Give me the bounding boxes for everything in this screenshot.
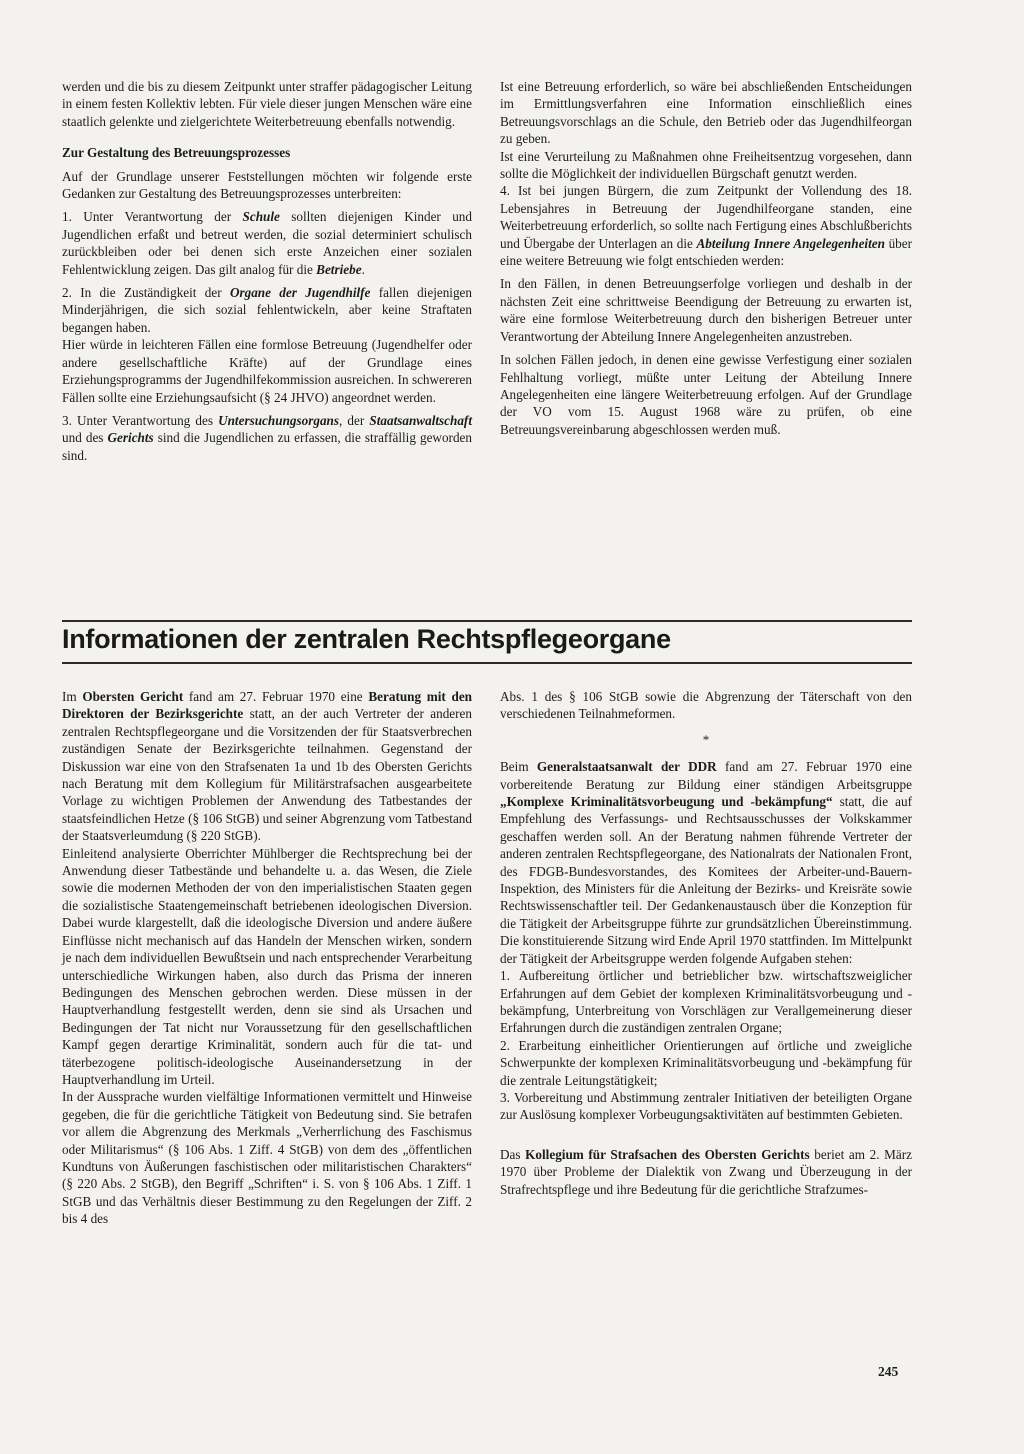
bold-run: Kollegium für Strafsachen des Obersten Gerichts [525,1146,810,1162]
banner-rule-bottom [62,662,912,664]
text-run: Das [500,1146,526,1162]
text-run: 2. In die Zuständigkeit der [62,285,230,301]
emphasis: Betriebe [316,261,362,277]
text-run: Beim [500,759,537,775]
emphasis: Gerichts [107,430,154,446]
paragraph: werden und die bis zu diesem Zeitpunkt unter straffer pädagogischer Leitung in einem festen Kollektiv lebten. Für viele dieser jungen Menschen wäre eine staatlich gelenkte und zielgerichtete Weiterbetreuung ebenfalls notwendig. [62,79,472,129]
paragraph: Abs. 1 des § 106 StGB sowie die Abgrenzung der Täterschaft von den verschiedenen Teilnahmeformen. [500,689,912,722]
section-title: Informationen der zentralen Rechtspflegeorgane [62,624,671,654]
text-run: , der [339,412,370,428]
text-run: sind die Jugendlichen zu erfassen, die straffällig geworden sind. [62,430,472,463]
page-number: 245 [878,1364,899,1379]
top-left-column [62,78,472,470]
text-run: statt, die auf Empfehlung des Verfassungs- und Rechtsausschusses der Volkskammer geschaffen werden soll. An der Beratung nahmen führende Vertreter der anderen zentralen Rechtspflegeorgane, des Nationalrats der Nationalen Front, des FDGB-Bundesvorstandes, des Komitees der Arbeiter-und-Bauern-Inspektion, des Ministers für die Anleitung der Bezirks- und Kreisräte sowie Rechtswissenschaftler teil. Der Gedankenaustausch über die Konzeption für die Tätigkeit der Arbeitsgruppe führte zur grundsätzlichen Übereinstimmung. Die konstituierende Sitzung wird Ende April 1970 stattfinden. Im Mittelpunkt der Tätigkeit der Arbeitsgruppe werden folgende Aufgaben stehen: [500,794,912,966]
text-run: fallen diejenigen Minderjährigen, die sich sozial fehlentwickeln, aber keine Straftaten begangen haben. [62,285,473,335]
bold-run: Obersten Gericht [82,689,184,704]
paragraph [62,284,472,336]
emphasis: Staatsanwaltschaft [369,412,472,428]
paragraph: Einleitend analysierte Oberrichter Mühlberger die Rechtsprechung bei der Anwendung dieser Tatbestände und behandelte u. a. das Wesen, die Ziele sowie die modernen Methoden der von den imperialistischen Staaten gegen die sozialistische Staatengemeinschaft betriebenen ideologischen Diversion. Dabei wurde klargestellt, daß die ideologische Diversion und andere äußere Einflüsse nicht mechanisch auf das Handeln der Menschen wirken, sondern je nach dem individuellen Bewußtsein und nach entsprechender Verarbeitung unterschiedliche Wirkungen haben, also durch das Prisma der inneren Bedingungen des Menschen gebrochen werden. Diese müssen in der Hauptverhandlung festgestellt werden, denn sie sind als Ursachen und Bedingungen der Tat nicht nur Voraussetzung für den gesellschaftlichen Kampf gegen derartige Kriminalität, sondern auch für die tat- und täterbezogene politisch-ideologische Auseinandersetzung in der Hauptverhandlung im Urteil. [62,845,472,1087]
text-run: statt, an der auch Vertreter der anderen zentralen Rechtspflegeorgane und die Vorsitzenden der für Staatsverbrechen zuständigen Senate der Bezirksgerichte teilnahmen. Gegenstand der Diskussion war eine von den Strafsenaten 1a und 1b des Obersten Gerichts nach Beratung mit dem Kollegium für Militärstrafsachen ausgearbeitete Vorlage zu wichtigen Problemen der Anwendung des Tatbestandes der staatsfeindlichen Hetze (§ 106 StGB) und seiner Abgrenzung vom Tatbestand der Staatsverleumdung (§ 220 StGB). [62,706,472,844]
paragraph: In den Fällen, in denen Betreuungserfolge vorliegen und deshalb in der nächsten Zeit eine schrittweise Beendigung der Betreuung zu erwarten ist, wäre eine formlose Weiterbetreuung durch den bisherigen Betreuer unter Verantwortung der Abteilung Innere Angelegenheiten anzustreben. [500,276,912,344]
text-run: Im [62,689,83,704]
emphasis: Schule [242,209,280,225]
paragraph [62,208,472,278]
text-run: 1. Unter Verantwortung der [62,209,243,225]
text-run: 3. Unter Verantwortung des [62,412,219,428]
paragraph: Ist eine Betreuung erforderlich, so wäre bei abschließenden Entscheidungen im Ermittlungsverfahren eine Information einschließlich eines Betreuungsvorschlags an die Schule, den Betrieb oder das Jugendhilfeorgan zu geben. [500,79,912,147]
paragraph [62,412,472,464]
paragraph [500,182,912,269]
text-run: und des [62,430,108,446]
banner-rule-top [62,620,912,622]
top-right-column [500,78,912,444]
paragraph: Hier würde in leichteren Fällen eine formlose Betreuung (Jugendhelfer oder andere gesellschaftliche Kräfte) auf der Grundlage eines Erziehungsprogramms der Jugendhilfekommission ausreichen. In schwereren Fällen sollte eine Erziehungsaufsicht (§ 24 JHVO) angeordnet werden. [62,337,472,405]
text-run: sollten diejenigen Kinder und Jugendlichen erfaßt und betreut werden, die sozial determiniert schulisch zurückbleiben oder bei denen sich erste Anzeichen einer sozialen Fehlentwicklung zeigen. Das gilt analog für die [62,209,472,277]
paragraph [62,688,472,845]
text-run: 4. Ist bei jungen Bürgern, die zum Zeitpunkt der Vollendung des 18. Lebensjahres in Betreuung der Jugendhilfeorgane standen, eine Weiterbetreuung erforderlich, so sollte nach Fertigung eines Abschlußberichts und Übergabe der Unterlagen an die [500,183,912,251]
asterisk-separator: * [702,731,710,747]
text-run: beriet am 2. März 1970 über Probleme der Dialektik von Zwang und Überzeugung in der Strafrechtspflege und ihre Bedeutung für die gerichtliche Strafzumes- [500,1146,912,1197]
paragraph [500,1146,912,1198]
emphasis: Untersuchungsorgans [218,412,340,428]
text-run: fand am 27. Februar 1970 eine vorbereitende Beratung zur Bildung einer ständigen Arbeitsgruppe [500,759,912,792]
paragraph [500,758,912,967]
bold-run: „Komplexe Kriminalitätsvorbeugung und -bekämpfung“ [500,794,833,810]
paragraph: 2. Erarbeitung einheitlicher Orientierungen auf örtliche und zweigliche Schwerpunkte der komplexen Kriminalitätsvorbeugung und -bekämpfung für die zentrale Leitungstätigkeit; [500,1037,912,1088]
text-run: über eine weitere Betreuung wie folgt entschieden werden: [500,235,913,269]
subheading: Zur Gestaltung des Betreuungsprozesses [62,145,291,161]
paragraph: In der Aussprache wurden vielfältige Informationen vermittelt und Hinweise gegeben, die für die gerichtliche Tätigkeit von Bedeutung sind. Sie betrafen vor allem die Abgrenzung des Merkmals „Verherrlichung des Faschismus oder Militarismus“ (§ 106 Abs. 1 Ziff. 4 StGB) von dem des „öffentlichen Kundtuns von Äußerungen faschistischen oder militaristischen Charakters“ (§ 220 Abs. 2 StGB), den Begriff „Schriften“ i. S. von § 106 Abs. 1 Ziff. 1 StGB und das Verhältnis dieser Bestimmung zu den Regelungen der Ziff. 2 bis 4 des [62,1089,472,1227]
bottom-left-column [62,688,472,1228]
paragraph: 1. Aufbereitung örtlicher und betrieblicher bzw. wirtschaftszweiglicher Erfahrungen auf dem Gebiet der komplexen Kriminalitätsvorbeugung und -bekämpfung, Unterbreitung von Vorschlägen zur Verallgemeinerung dieser Erfahrungen durch die zuständigen zentralen Organe; [500,968,912,1036]
emphasis: Organe der Jugendhilfe [229,285,371,301]
section-banner [62,620,912,666]
text-run: . [361,261,365,277]
text-run: fand am 27. Februar 1970 eine [183,689,369,704]
paragraph: 3. Vorbereitung und Abstimmung zentraler Initiativen der beteiligten Organe zur Auslösung komplexer Vorbeugungsaktivitäten auf bestimmten Gebieten. [500,1089,912,1123]
emphasis: Abteilung Innere Angelegenheiten [696,235,885,251]
bold-run: Generalstaatsanwalt der DDR [536,759,717,775]
bottom-right-column [500,688,912,1204]
paragraph: In solchen Fällen jedoch, in denen eine gewisse Verfestigung einer sozialen Fehlhaltung vorliegt, müßte unter Leitung der Abteilung Innere Angelegenheiten eine längere Weiterbetreuung erfolgen. Auf der Grundlage der VO vom 15. August 1968 wäre zu prüfen, ob eine Betreuungsvereinbarung abgeschlossen werden muß. [500,352,912,437]
bold-run: Beratung mit den Direktoren der Bezirksgerichte [62,689,473,722]
paragraph: Ist eine Verurteilung zu Maßnahmen ohne Freiheitsentzug vorgesehen, dann sollte die Möglichkeit der individuellen Bürgschaft genutzt werden. [500,148,912,182]
paragraph: Auf der Grundlage unserer Feststellungen möchten wir folgende erste Gedanken zur Gestaltung des Betreuungsprozesses unterbreiten: [62,168,472,202]
